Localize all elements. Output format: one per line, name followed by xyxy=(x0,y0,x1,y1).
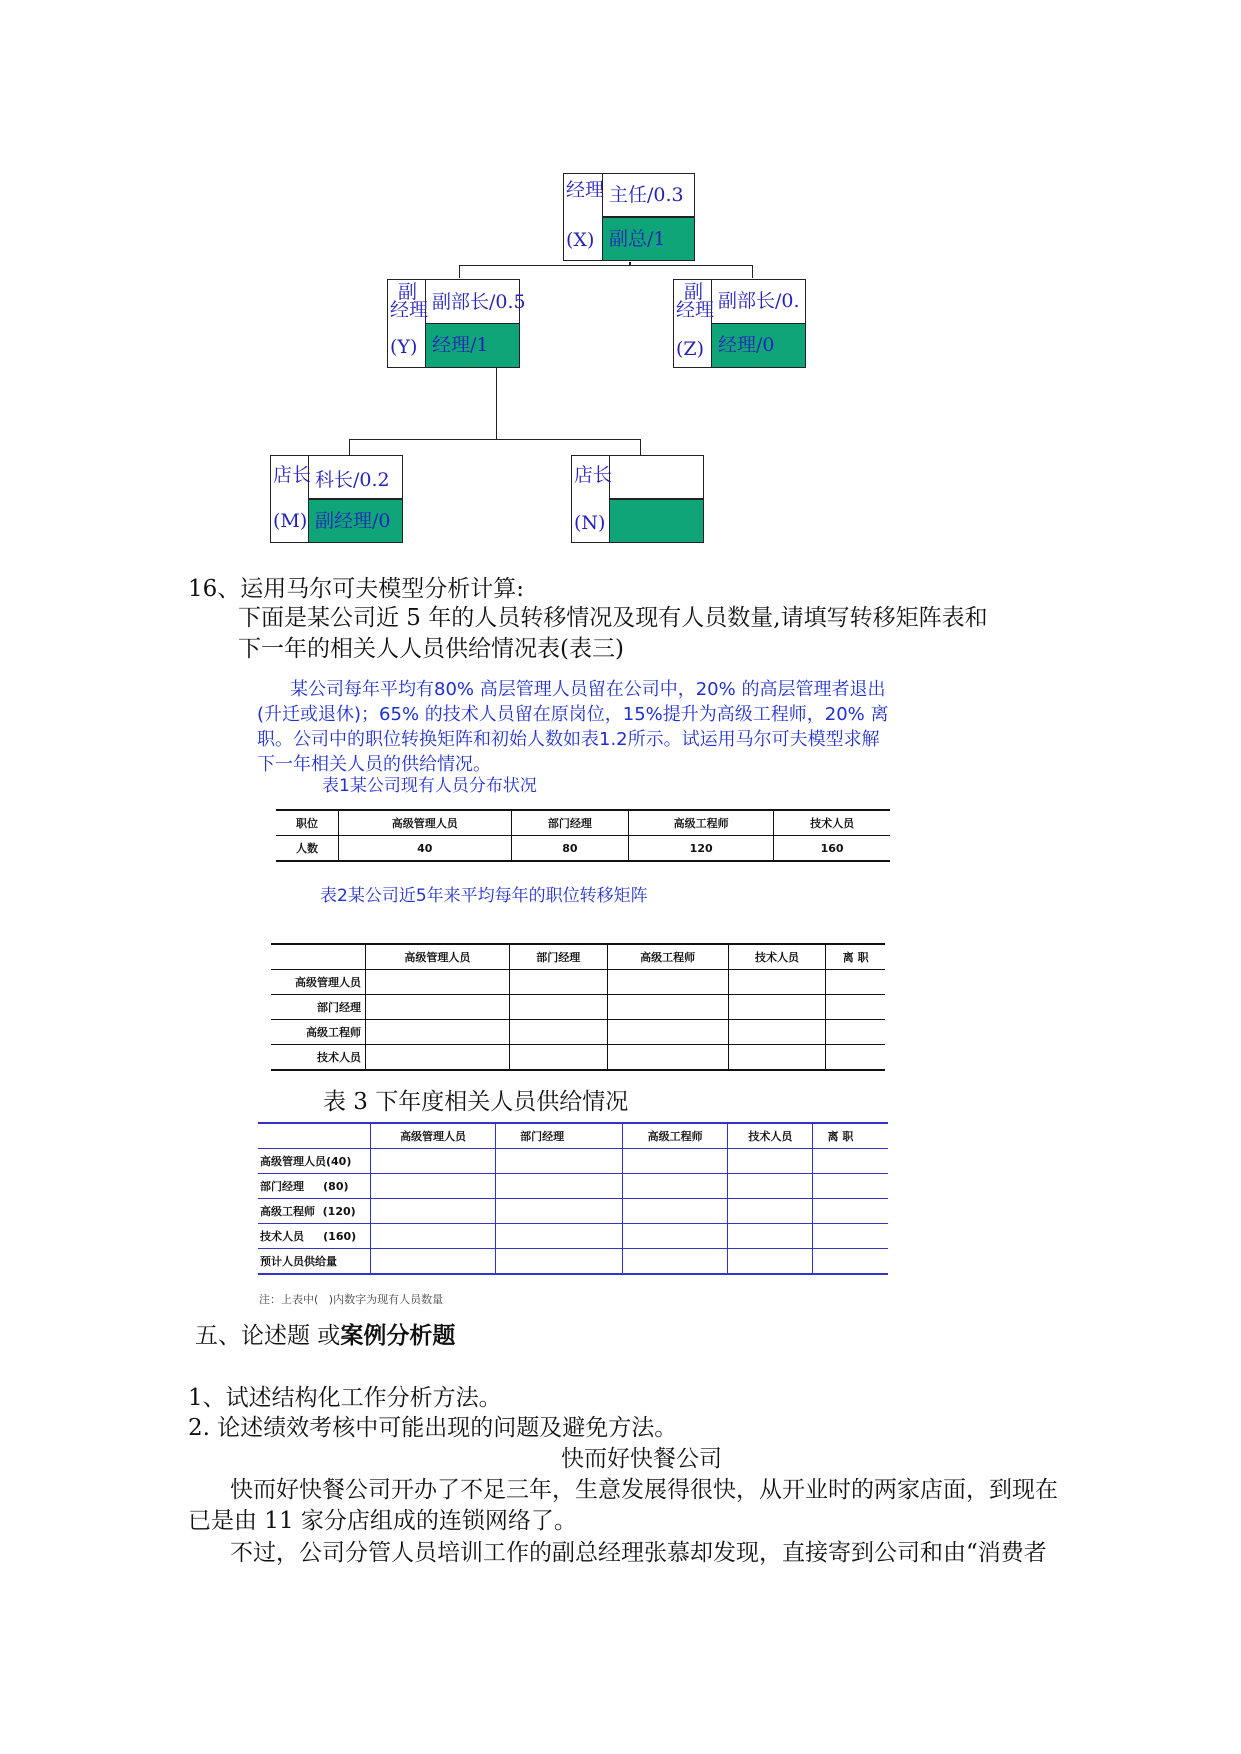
case-title: 快而好快餐公司 xyxy=(561,1446,722,1472)
table-header-cell: 高级管理人员 xyxy=(371,1123,496,1149)
node-top-text: 副部长/0.5 xyxy=(432,291,526,313)
table-header-cell: 离 职 xyxy=(826,944,885,970)
table-cell xyxy=(607,995,728,1020)
table-cell xyxy=(366,995,510,1020)
table-header-cell xyxy=(258,1123,371,1149)
table3-note: 注：上表中( )内数字为现有人员数量 xyxy=(259,1293,444,1306)
table-cell: 人数 xyxy=(296,842,318,855)
row-label: 部门经理 (80) xyxy=(260,1180,349,1193)
table-cell: 80 xyxy=(511,836,629,862)
table-cell xyxy=(813,1249,888,1275)
org-node-x xyxy=(563,173,695,261)
org-node-n xyxy=(571,455,704,543)
node-bottom-text: 副总/1 xyxy=(609,228,666,250)
table-row xyxy=(271,995,885,1020)
node-code: (Y) xyxy=(390,336,418,358)
table-cell xyxy=(509,995,607,1020)
table-cell xyxy=(728,1149,813,1174)
table-cell xyxy=(371,1199,496,1224)
table-cell xyxy=(509,1020,607,1045)
table-cell xyxy=(813,1199,888,1224)
table-row xyxy=(258,1249,888,1275)
table1 xyxy=(276,809,890,862)
case-paragraph: 不过，公司分管人员培训工作的副总经理张慕却发现，直接寄到公司和由“消费者 xyxy=(230,1540,1047,1566)
table-cell xyxy=(623,1249,728,1275)
question-16-line: 下面是某公司近 5 年的人员转移情况及现有人员数量,请填写转移矩阵表和 xyxy=(238,605,988,631)
table-header-cell: 部门经理 xyxy=(509,944,607,970)
table-header-cell: 高级管理人员 xyxy=(366,944,510,970)
connector-line xyxy=(496,368,497,439)
table-cell xyxy=(623,1224,728,1249)
table-row xyxy=(276,836,890,862)
table-header-cell: 高级管理人员 xyxy=(339,810,512,836)
connector-line xyxy=(349,439,641,440)
table-header-cell: 技术人员 xyxy=(728,1123,813,1149)
problem-line: (升迁或退休)；65% 的技术人员留在原岗位，15%提升为高级工程师，20% 离 xyxy=(257,704,889,725)
table-cell xyxy=(728,1020,826,1045)
table-header-cell: 部门经理 xyxy=(511,810,629,836)
node-name: 店长 xyxy=(273,464,312,486)
row-label: 技术人员 xyxy=(317,1051,361,1064)
case-paragraph: 快而好快餐公司开办了不足三年，生意发展得很快，从开业时的两家店面，到现在 xyxy=(230,1477,1058,1503)
table-row xyxy=(271,970,885,995)
node-top-text: 副部长/0. xyxy=(718,290,800,312)
problem-line: 下一年相关人员的供给情况。 xyxy=(257,754,491,775)
table-cell xyxy=(813,1174,888,1199)
table-cell xyxy=(813,1224,888,1249)
table-cell xyxy=(371,1249,496,1275)
table3 xyxy=(258,1122,888,1275)
connector-line xyxy=(640,439,641,455)
table-cell xyxy=(607,1045,728,1071)
table-cell xyxy=(728,1045,826,1071)
table-cell xyxy=(623,1199,728,1224)
question-16-line: 下一年的相关人人员供给情况表(表三) xyxy=(238,636,624,662)
table-cell xyxy=(509,970,607,995)
node-code: (X) xyxy=(566,229,595,251)
connector-line xyxy=(459,265,753,266)
table-cell xyxy=(728,1174,813,1199)
problem-line: 职。公司中的职位转换矩阵和初始人数如表1.2所示。试运用马尔可夫模型求解 xyxy=(257,729,880,750)
table-cell xyxy=(728,1199,813,1224)
section5-heading-text: 五、论述题 或 xyxy=(195,1323,341,1349)
row-label: 技术人员 (160) xyxy=(260,1230,357,1243)
table-cell xyxy=(623,1174,728,1199)
node-name: 副 xyxy=(684,281,704,303)
table-cell xyxy=(607,1020,728,1045)
table-header-cell: 技术人员 xyxy=(774,810,890,836)
node-name: 经理 xyxy=(676,299,715,321)
node-top-text: 主任/0.3 xyxy=(609,184,684,206)
table-cell xyxy=(496,1224,623,1249)
table3-title: 表 3 下年度相关人员供给情况 xyxy=(323,1089,629,1115)
table-header-row xyxy=(271,944,885,970)
table-cell xyxy=(371,1174,496,1199)
table2 xyxy=(271,943,885,1071)
table-cell: 40 xyxy=(339,836,512,862)
node-code: (M) xyxy=(273,510,308,532)
table-cell xyxy=(623,1149,728,1174)
table-header-row xyxy=(258,1123,888,1149)
node-code: (Z) xyxy=(676,338,705,360)
table2-title: 表2某公司近5年来平均每年的职位转移矩阵 xyxy=(320,886,648,906)
row-label: 高级工程师 (120) xyxy=(260,1205,356,1218)
essay-question: 2. 论述绩效考核中可能出现的问题及避免方法。 xyxy=(188,1415,678,1441)
table-cell xyxy=(826,970,885,995)
table-cell xyxy=(728,1249,813,1275)
table-cell xyxy=(496,1249,623,1275)
table-header-cell: 高级工程师 xyxy=(623,1123,728,1149)
row-label: 预计人员供给量 xyxy=(260,1255,337,1268)
org-node-z xyxy=(673,279,806,368)
table-cell xyxy=(826,1020,885,1045)
connector-line xyxy=(349,439,350,455)
essay-question: 1、试述结构化工作分析方法。 xyxy=(188,1385,502,1411)
problem-line: 某公司每年平均有80% 高层管理人员留在公司中，20% 的高层管理者退出 xyxy=(290,679,886,700)
table-cell: 160 xyxy=(774,836,890,862)
table-cell xyxy=(371,1224,496,1249)
row-label: 高级工程师 xyxy=(306,1026,361,1039)
table-cell xyxy=(509,1045,607,1071)
node-top-text: 科长/0.2 xyxy=(315,469,390,491)
case-paragraph: 已是由 11 家分店组成的连锁网络了。 xyxy=(188,1508,577,1534)
section5-heading xyxy=(195,1321,455,1351)
org-node-m xyxy=(270,455,403,543)
node-bottom-text: 副经理/0 xyxy=(315,510,391,532)
row-label: 高级管理人员(40) xyxy=(260,1155,352,1168)
table-cell xyxy=(496,1199,623,1224)
table-row xyxy=(258,1199,888,1224)
table-cell xyxy=(366,970,510,995)
table-header-cell: 离 职 xyxy=(813,1123,888,1149)
table1-title: 表1某公司现有人员分布状况 xyxy=(322,776,537,796)
table-cell xyxy=(366,1045,510,1071)
table-cell: 120 xyxy=(629,836,774,862)
table-cell xyxy=(496,1149,623,1174)
table-cell xyxy=(728,970,826,995)
table-header-cell xyxy=(271,944,366,970)
table-header-cell: 技术人员 xyxy=(728,944,826,970)
table-cell xyxy=(826,1045,885,1071)
connector-line xyxy=(459,265,460,278)
table-cell xyxy=(366,1020,510,1045)
node-bottom-text: 经理/1 xyxy=(432,334,489,356)
node-code: (N) xyxy=(574,512,606,534)
table-header-cell: 高级工程师 xyxy=(607,944,728,970)
table-row xyxy=(258,1224,888,1249)
table-cell xyxy=(728,1224,813,1249)
table-header-cell: 高级工程师 xyxy=(629,810,774,836)
table-cell xyxy=(826,995,885,1020)
node-bottom-text: 经理/0 xyxy=(718,334,775,356)
node-name: 经理 xyxy=(566,179,605,201)
table-cell xyxy=(371,1149,496,1174)
table-cell xyxy=(813,1149,888,1174)
table-cell xyxy=(496,1174,623,1199)
table-row xyxy=(271,1045,885,1071)
table-row xyxy=(258,1149,888,1174)
table-cell xyxy=(728,995,826,1020)
node-name: 经理 xyxy=(390,299,429,321)
table-header-cell: 职位 xyxy=(296,817,318,830)
table-header-cell: 部门经理 xyxy=(496,1123,623,1149)
table-row xyxy=(258,1174,888,1199)
table-header-row xyxy=(276,810,890,836)
org-node-y xyxy=(387,279,526,368)
connector-line xyxy=(752,265,753,278)
node-name: 副 xyxy=(398,281,418,303)
node-name: 店长 xyxy=(574,464,613,486)
question-16-title: 16、运用马尔可夫模型分析计算: xyxy=(188,576,525,602)
section5-heading-bold: 案例分析题 xyxy=(340,1323,456,1349)
table-row xyxy=(271,1020,885,1045)
row-label: 高级管理人员 xyxy=(295,976,361,989)
row-label: 部门经理 xyxy=(317,1001,361,1014)
table-cell xyxy=(607,970,728,995)
